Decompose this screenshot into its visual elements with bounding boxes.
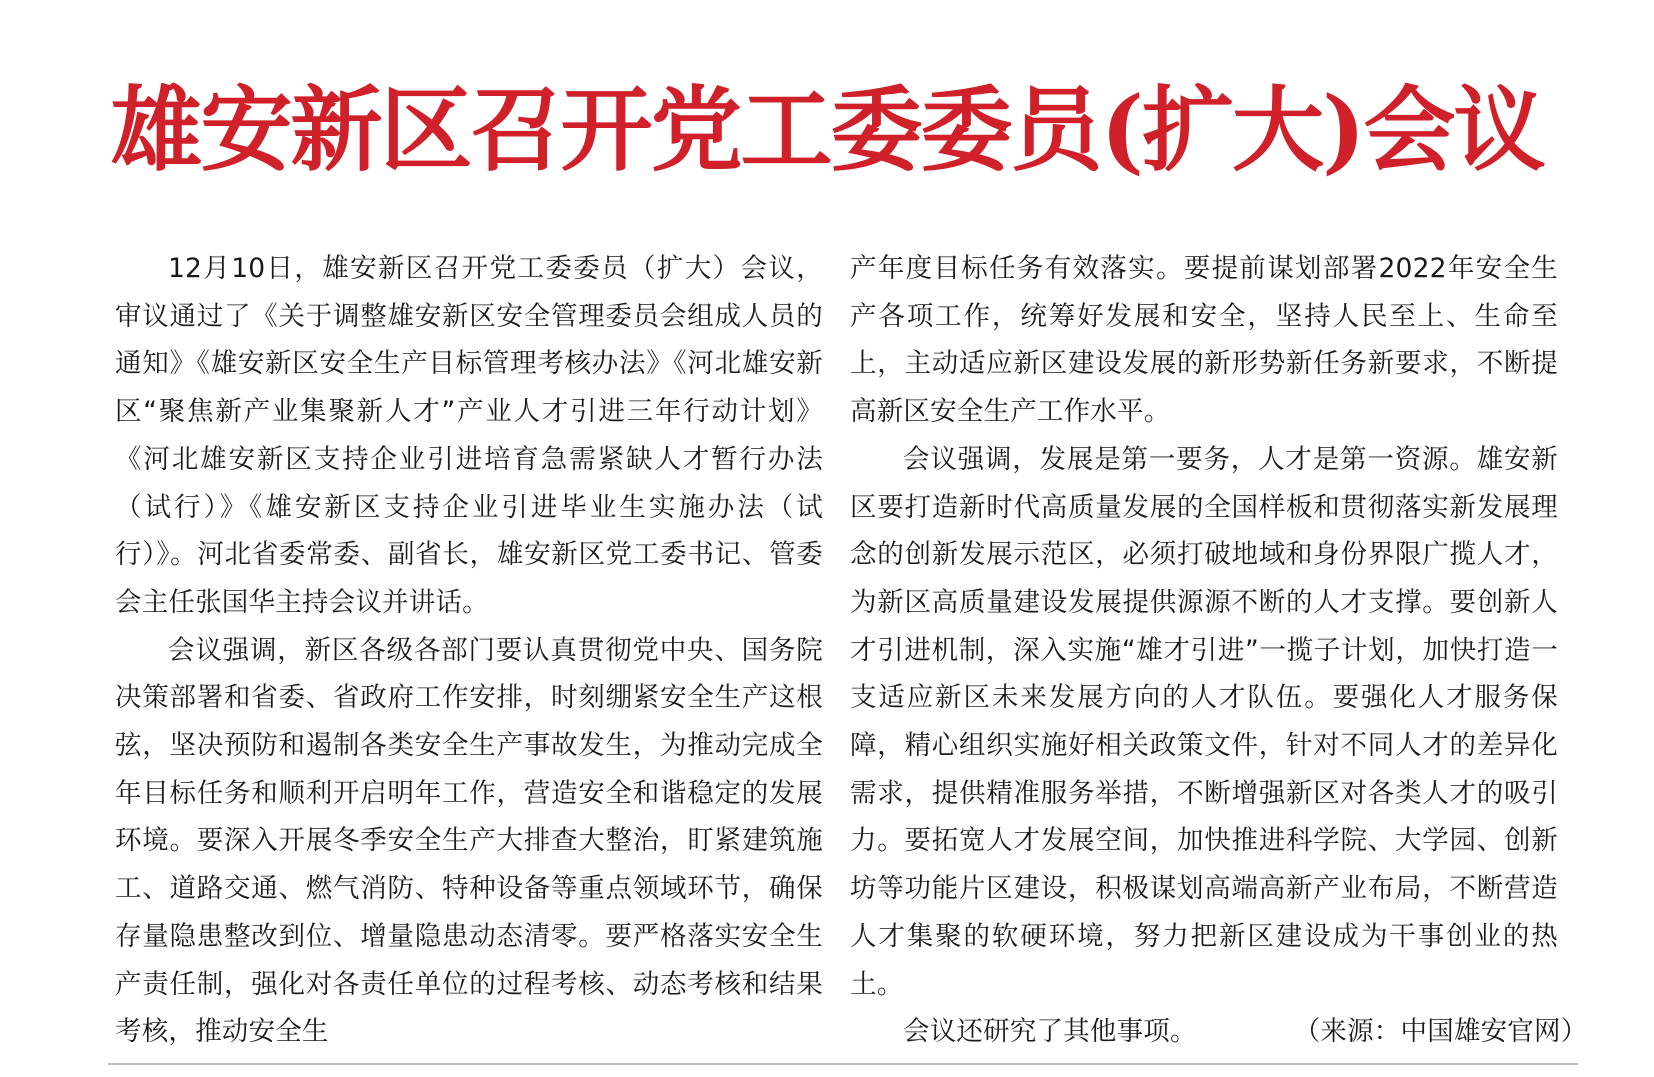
paragraph-talent-emphasis: 会议强调，发展是第一要务，人才是第一资源。雄安新区要打造新时代高质量发展的全国样板和贯彻落实新发展理念的创新发展示范区，必须打破地域和身份界限广揽人才，为新区高质量建设发展提供源源不断的人才支撑。要创新人才引进机制，深入实施“雄才引进”一揽子计划，加快打造一支适应新区未来发展方向的人才队伍。要强化人才服务保障，精心组织实施好相关政策文件，针对不同人才的差异化需求，提供精准服务举措，不断增强新区对各类人才的吸引力。要拓宽人才发展空间，加快推进科学院、大学园、创新坊等功能片区建设，积极谋划高端高新产业布局，不断营造人才集聚的软硬环境，努力把新区建设成为干事创业的热土。	[850, 443, 1558, 1000]
bottom-divider	[108, 1063, 1578, 1065]
source-credit: （来源：中国雄安官网）	[1293, 1016, 1588, 1048]
paragraph-safety-emphasis: 会议强调，新区各级各部门要认真贯彻党中央、国务院决策部署和省委、省政府工作安排，时刻绷紧安全生产这根弦，坚决预防和遏制各类安全生产事故发生，为推动完成全年目标任务和顺利开启明年工作，营造安全和谐稳定的发展环境。要深入开展冬季安全生产大排查大整治，盯紧建筑施工、道路交通、燃气消防、特种设备等重点领域环节，确保存量隐患整改到位、增量隐患动态清零。要严格落实安全生产责任制，强化对各责任单位的过程考核、动态考核和结果考核，推动安全生	[115, 634, 823, 1048]
paragraph-safety-continuation: 产年度目标任务有效落实。要提前谋划部署2022年安全生产各项工作，统筹好发展和安全，坚持人民至上、生命至上，主动适应新区建设发展的新形势新任务新要求，不断提高新区安全生产工作水平。	[850, 253, 1558, 428]
article-column-right	[850, 245, 1588, 1056]
closing-text: 会议还研究了其他事项。	[903, 1016, 1197, 1048]
paragraph-meeting-summary: 12月10日，雄安新区召开党工委委员（扩大）会议，审议通过了《关于调整雄安新区安全管理委员会组成人员的通知》《雄安新区安全生产目标管理考核办法》《河北雄安新区“聚焦新产业集聚新人才”产业人才引进三年行动计划》《河北雄安新区支持企业引进培育急需紧缺人才暂行办法（试行）》《雄安新区支持企业引进毕业生实施办法（试行）》。河北省委常委、副省长，雄安新区党工委书记、管委会主任张国华主持会议并讲话。	[115, 253, 823, 618]
article-headline: 雄安新区召开党工委委员(扩大)会议	[110, 76, 1544, 184]
article-column-left	[115, 245, 823, 1056]
closing-line	[850, 1008, 1588, 1056]
